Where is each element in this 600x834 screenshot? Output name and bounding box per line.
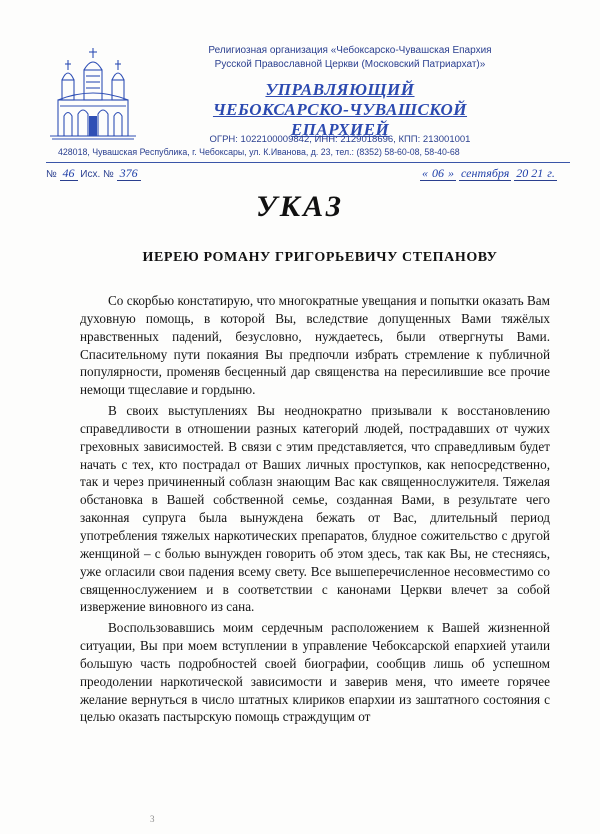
registration-numbers: ОГРН: 1022100009842, ИНН: 2129018696, КПП: 213001001	[209, 134, 471, 145]
date-month: сентября	[461, 166, 510, 180]
document-number	[46, 166, 141, 181]
date-year: 20 21	[516, 166, 544, 180]
outgoing-label: Исх. №	[80, 169, 114, 180]
organization-line-2: Русской Православной Церкви (Московский Патриархат)»	[214, 59, 486, 70]
date-prefix: «	[422, 166, 428, 180]
letterhead-title-line-2: ЧЕБОКСАРСКО-ЧУВАШСКОЙ ЕПАРХИЕЙ	[212, 100, 468, 139]
document-type-heading: УКАЗ	[255, 190, 345, 223]
number-value: 46	[60, 166, 78, 181]
letterhead-divider	[46, 162, 570, 163]
cathedral-emblem-icon	[48, 46, 138, 142]
date-suffix: г.	[547, 166, 555, 180]
decree-body	[80, 292, 550, 729]
organization-line-1: Религиозная организация «Чебоксарско-Чувашская Епархия	[208, 45, 492, 56]
number-label: №	[46, 169, 57, 180]
organization-address: 428018, Чувашская Республика, г. Чебоксары, ул. К.Иванова, д. 23, тел.: (8352) 58-60-08, 58-40-68	[58, 147, 460, 157]
body-paragraph-3: Воспользовавшись моим сердечным расположением к Вашей жизненной ситуации, Вы при моем вступлении в управление Чебоксарской епархией утаили большую часть подробностей своей биографии, сообщив лишь об успешном преодолении наркотической зависимости и заверив меня, что имеете горячее желание вернуться в число штатных клириков епархии из заштатного состояния с целью оказать пастырскую помощь страждущим от	[80, 620, 550, 725]
document-date	[420, 166, 557, 181]
letterhead-title	[180, 80, 500, 140]
organization-name	[150, 44, 550, 72]
date-day: 06	[432, 166, 444, 180]
outgoing-value: 376	[117, 166, 141, 181]
addressee-line: ИЕРЕЮ РОМАНУ ГРИГОРЬЕВИЧУ СТЕПАНОВУ	[142, 250, 498, 265]
page-mark: 3	[150, 814, 155, 824]
date-mid: »	[448, 166, 454, 180]
body-paragraph-2: В своих выступлениях Вы неоднократно призывали к восстановлению справедливости в отношении разных категорий людей, пострадавших от чужих греховных зависимостей. В связи с этим представляется, что справедливым будет начать с тех, кто пострадал от Ваших личных проступков, как непосредственно, так и через причиненный соблазн знающим Вас как священнослужителя. Тяжелая обстановка в Вашей собственной семье, созданная Вами, в результате чего законная супруга была вынуждена бежать от Вас, длительный период употребления тяжелых наркотических препаратов, блудное сожительство с другой женщиной – с болью вынужден говорить об этом здесь, так как Вы, не стесняясь, уже огласили свои падения всему свету. Все вышеперечисленное несовместимо со священнослужением и в соответствии с канонами Церкви влечет за собой извержение виновного из сана.	[80, 403, 550, 615]
body-paragraph-1: Со скорбью констатирую, что многократные увещания и попытки оказать Вам духовную помощь, в которой Вы, вследствие допущенных Вами тяжёлых нравственных падений, безусловно, нуждаетесь, были отвергнуты Вами. Спасительному пути покаяния Вы предпочли избрать стремление к публичной популярности, променяв бесценный дар священства на пересилившие все прочие немощи тщеславие и гордыню.	[80, 293, 550, 398]
letterhead-title-line-1: УПРАВЛЯЮЩИЙ	[265, 80, 415, 99]
